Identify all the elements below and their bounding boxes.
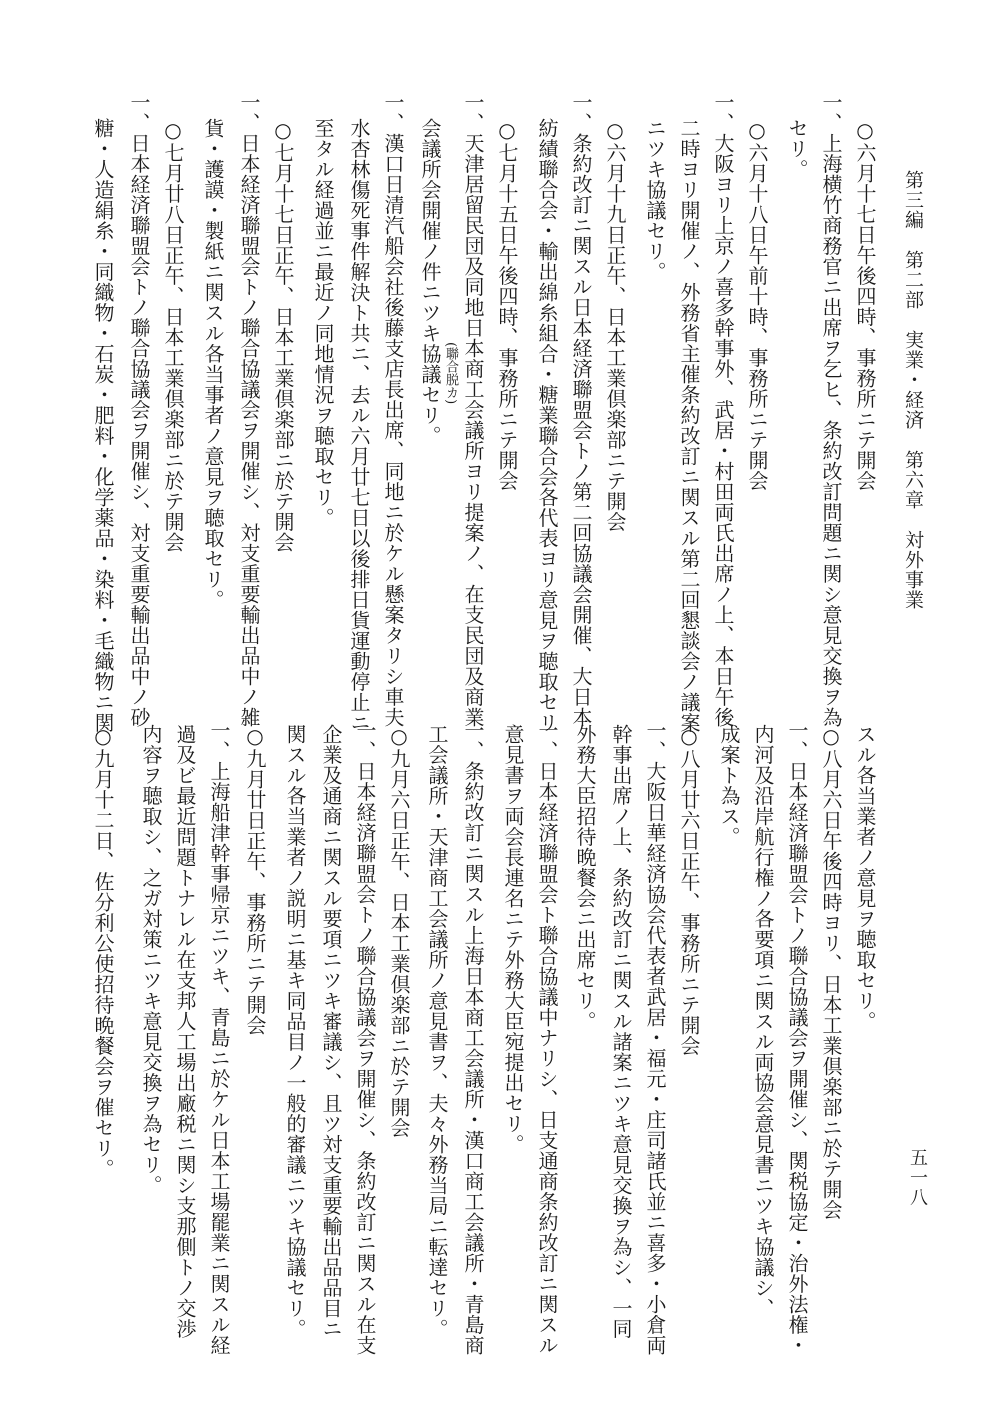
text-column: ○八月六日午後四時ヨリ、日本工業倶楽部ニ於テ開会 bbox=[819, 724, 843, 1220]
text-column: 一、日本経済聯盟会トノ聯合協議会ヲ開催シ、対支重要輸出品中ノ雑 bbox=[237, 92, 261, 728]
text-column: 一、漢口日清汽船会社後藤支店長出席、同地ニ於ケル懸案タリシ車夫 bbox=[381, 92, 405, 728]
text-column: 水杏林傷死事件解決ト共ニ、去ル六月廿七日以後排日貨運動停止ニ bbox=[347, 118, 371, 733]
editorial-note: (聯合脱カ) bbox=[443, 342, 458, 405]
text-column: 糖・人造絹糸・同織物・石炭・肥料・化学薬品・染料・毛織物ニ関 bbox=[91, 118, 115, 733]
text-column: 企業及通商ニ関スル要項ニツキ審議シ、且ツ対支重要輸出品品目ニ bbox=[319, 724, 343, 1339]
text-column: スル各当業者ノ意見ヲ聴取セリ。 bbox=[853, 724, 877, 1032]
text-column: 関スル各当業者ノ説明ニ基キ同品目ノ一般的審議ニツキ協議セリ。 bbox=[283, 724, 307, 1339]
text-column: 内容ヲ聴取シ、之ガ対策ニツキ意見交換ヲ為セリ。 bbox=[139, 724, 163, 1196]
text-column: 紡績聯合会・輸出綿糸組合・糖業聯合会各代表ヨリ意見ヲ聴取セリ bbox=[535, 118, 559, 733]
text-column: 至タル経過並ニ最近ノ同地情況ヲ聴取セリ。 bbox=[311, 118, 335, 528]
text-column: 幹事出席ノ上、条約改訂ニ関スル諸案ニツキ意見交換ヲ為シ、一同 bbox=[609, 724, 633, 1339]
text-column: 一、条約改訂ニ関スル日本経済聯盟会トノ第二回協議会開催、大日本 bbox=[569, 92, 593, 728]
text-column: ○九月廿日正午、事務所ニテ開会 bbox=[243, 724, 267, 1036]
text-column: 外務大臣招待晩餐会ニ出席セリ。 bbox=[573, 724, 597, 1032]
text-column: ニツキ協議セリ。 bbox=[643, 118, 667, 282]
text-column: ○七月廿八日正午、日本工業倶楽部ニ於テ開会 bbox=[161, 118, 185, 553]
text-column: ○九月十二日、佐分利公使招待晩餐会ヲ催セリ。 bbox=[91, 724, 115, 1179]
text-column: 一、上海横竹商務官ニ出席ヲ乞ヒ、条約改訂問題ニ関シ意見交換ヲ為 bbox=[819, 92, 843, 728]
text-column: 工会議所・天津商工会議所ノ意見書ヲ、夫々外務当局ニ転達セリ。 bbox=[425, 724, 449, 1339]
text-column: ○九月六日正午、日本工業倶楽部ニ於テ開会 bbox=[387, 724, 411, 1138]
text-column: 過及ビ最近問題トナレル在支邦人工場出廠税ニ関シ支那側トノ交渉 bbox=[173, 724, 197, 1339]
text-column: 意見書ヲ両会長連名ニテ外務大臣宛提出セリ。 bbox=[501, 724, 525, 1155]
text-column: ○七月十七日正午、日本工業倶楽部ニ於テ開会 bbox=[271, 118, 295, 553]
page-number: 五一八 bbox=[907, 1148, 928, 1208]
text-column: セリ。 bbox=[785, 118, 809, 180]
text-column: ○六月十八日午前十時、事務所ニテ開会 bbox=[745, 118, 769, 491]
text-column: 一、上海船津幹事帰京ニツキ、青島ニ於ケル日本工場罷業ニ関スル経 bbox=[207, 720, 231, 1356]
text-column: 一、大阪ヨリ上京ノ喜多幹事外、武居・村田両氏出席ノ上、本日午後 bbox=[711, 92, 735, 728]
text-column: 成案ト為ス。 bbox=[717, 724, 741, 847]
text-column: 二時ヨリ開催ノ、外務省主催条約改訂ニ関スル第二回懇談会ノ議案 bbox=[677, 118, 701, 733]
text-column: 一、日本経済聯盟会トノ聯合協議会ヲ開催シ、関税協定・治外法権・ bbox=[785, 720, 809, 1356]
text-column: 一、天津居留民団及同地日本商工会議所ヨリ提案ノ、在支民団及商業 bbox=[461, 92, 485, 728]
text-column: 一、大阪日華経済協会代表者武居・福元・庄司諸氏並ニ喜多・小倉両 bbox=[643, 720, 667, 1356]
text-column: 会議所会開催ノ件ニツキ協議セリ。 bbox=[418, 118, 442, 446]
text-column: 一、日本経済聯盟会トノ聯合協議会ヲ開催シ、対支重要輸出品中ノ砂 bbox=[127, 92, 151, 728]
text-column: ○六月十七日午後四時、事務所ニテ開会 bbox=[853, 118, 877, 491]
text-column: 一、条約改訂ニ関スル上海日本商工会議所・漢口商工会議所・青島商 bbox=[461, 720, 485, 1356]
text-column: 一、日本経済聯盟会トノ聯合協議会ヲ開催シ、条約改訂ニ関スル在支 bbox=[353, 720, 377, 1356]
text-column: 貨・護謨・製紙ニ関スル各当事者ノ意見ヲ聴取セリ。 bbox=[201, 118, 225, 610]
text-column: ○八月廿六日正午、事務所ニテ開会 bbox=[677, 724, 701, 1056]
text-column: 内河及沿岸航行権ノ各要項ニ関スル両協会意見書ニツキ協議シ、 bbox=[751, 724, 775, 1319]
text-column: ○七月十五日午後四時、事務所ニテ開会 bbox=[495, 118, 519, 491]
running-header: 第三編 第二部 実業・経済 第六章 対外事業 bbox=[902, 170, 924, 610]
text-column: ○六月十九日正午、日本工業倶楽部ニテ開会 bbox=[603, 118, 627, 532]
text-column: 一、日本経済聯盟会ト聯合協議中ナリシ、日支通商条約改訂ニ関スル bbox=[535, 720, 559, 1356]
